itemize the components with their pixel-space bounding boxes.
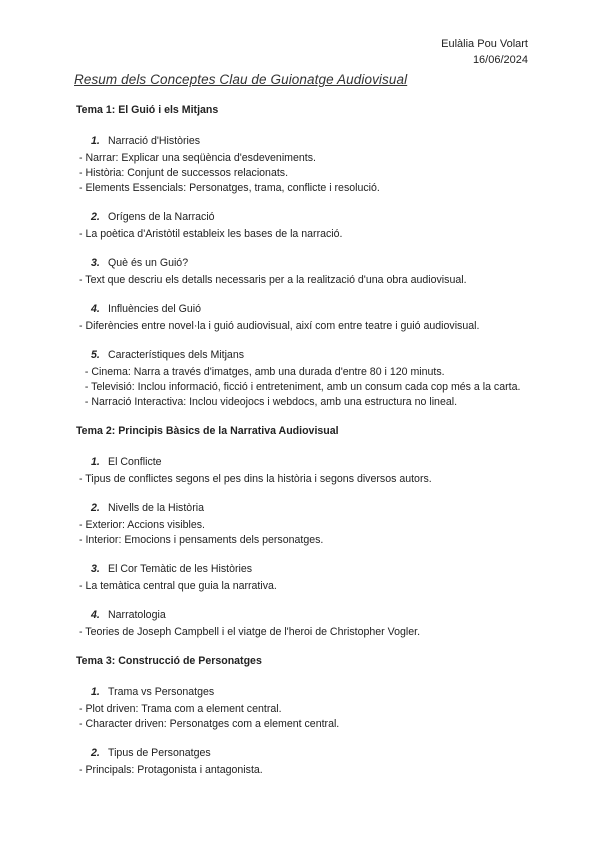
topic-heading: Tema 1: El Guió i els Mitjans <box>76 104 219 116</box>
section-title: Què és un Guió? <box>108 257 189 269</box>
section-heading <box>76 256 536 271</box>
section-number: 2. <box>91 747 100 759</box>
section <box>76 455 536 487</box>
section-heading <box>76 608 536 623</box>
section <box>76 134 536 196</box>
section-title: El Cor Temàtic de les Històries <box>108 563 253 575</box>
section-number: 3. <box>91 563 100 575</box>
section-title: Narratologia <box>108 609 166 621</box>
document-title: Resum dels Conceptes Clau de Guionatge Audiovisual <box>74 72 408 87</box>
section-heading <box>76 501 536 516</box>
topic-heading: Tema 3: Construcció de Personatges <box>76 655 262 667</box>
section-title: Orígens de la Narració <box>108 211 215 223</box>
list-item: - Principals: Protagonista i antagonista. <box>79 764 263 776</box>
section-heading <box>76 348 536 363</box>
section-number: 1. <box>91 686 100 698</box>
section-number: 2. <box>91 211 100 223</box>
section-number: 1. <box>91 135 100 147</box>
list-item: - Plot driven: Trama com a element central. <box>79 703 282 715</box>
list-item: - Cinema: Narra a través d'imatges, amb una durada d'entre 80 i 120 minuts. <box>79 366 445 378</box>
section-title: Influències del Guió <box>108 303 202 315</box>
list-item: - Interior: Emocions i pensaments dels personatges. <box>79 534 324 546</box>
section-heading <box>76 134 536 149</box>
list-item: - Televisió: Inclou informació, ficció i entreteniment, amb un consum cada cop més a la carta. <box>79 381 521 393</box>
section <box>76 302 536 334</box>
list-item: - Character driven: Personatges com a element central. <box>79 718 340 730</box>
list-item: - La poètica d'Aristòtil estableix les bases de la narració. <box>79 228 343 240</box>
list-item: - Exterior: Accions visibles. <box>79 519 205 531</box>
section-heading <box>76 685 536 700</box>
section <box>76 256 536 288</box>
section-heading <box>76 302 536 317</box>
author-block <box>441 36 528 68</box>
list-item: - Narració Interactiva: Inclou videojocs i webdocs, amb una estructura no lineal. <box>79 396 458 408</box>
list-item: - La temàtica central que guia la narrativa. <box>79 580 277 592</box>
section-number: 1. <box>91 456 100 468</box>
section <box>76 348 536 410</box>
section-heading <box>76 455 536 470</box>
section-number: 4. <box>91 303 100 315</box>
author-name: Eulàlia Pou Volart <box>441 38 528 50</box>
section <box>76 746 536 778</box>
section-title: Narració d'Històries <box>108 135 201 147</box>
section-title: El Conflicte <box>108 456 162 468</box>
section <box>76 210 536 242</box>
list-item: - Narrar: Explicar una seqüència d'esdeveniments. <box>79 152 316 164</box>
list-item: - Elements Essencials: Personatges, trama, conflicte i resolució. <box>79 182 380 194</box>
section-title: Trama vs Personatges <box>108 686 215 698</box>
document-body <box>76 103 536 792</box>
section-number: 3. <box>91 257 100 269</box>
section-number: 5. <box>91 349 100 361</box>
section-title: Característiques dels Mitjans <box>108 349 245 361</box>
section-heading <box>76 210 536 225</box>
list-item: - Text que descriu els detalls necessaris per a la realització d'una obra audiovisual. <box>79 274 467 286</box>
section-number: 4. <box>91 609 100 621</box>
section-title: Tipus de Personatges <box>108 747 211 759</box>
list-item: - Diferències entre novel·la i guió audiovisual, així com entre teatre i guió audiovisual. <box>79 320 480 332</box>
section <box>76 608 536 640</box>
list-item: - Teories de Joseph Campbell i el viatge de l'heroi de Christopher Vogler. <box>79 626 421 638</box>
list-item: - Història: Conjunt de successos relacionats. <box>79 167 289 179</box>
list-item: - Tipus de conflictes segons el pes dins la història i segons diversos autors. <box>79 473 432 485</box>
section <box>76 501 536 548</box>
section-heading <box>76 746 536 761</box>
section-heading <box>76 562 536 577</box>
section-number: 2. <box>91 502 100 514</box>
document-date: 16/06/2024 <box>472 54 528 66</box>
topic-heading: Tema 2: Principis Bàsics de la Narrativa Audiovisual <box>76 425 339 437</box>
section <box>76 685 536 732</box>
section-title: Nivells de la Història <box>108 502 204 514</box>
section <box>76 562 536 594</box>
